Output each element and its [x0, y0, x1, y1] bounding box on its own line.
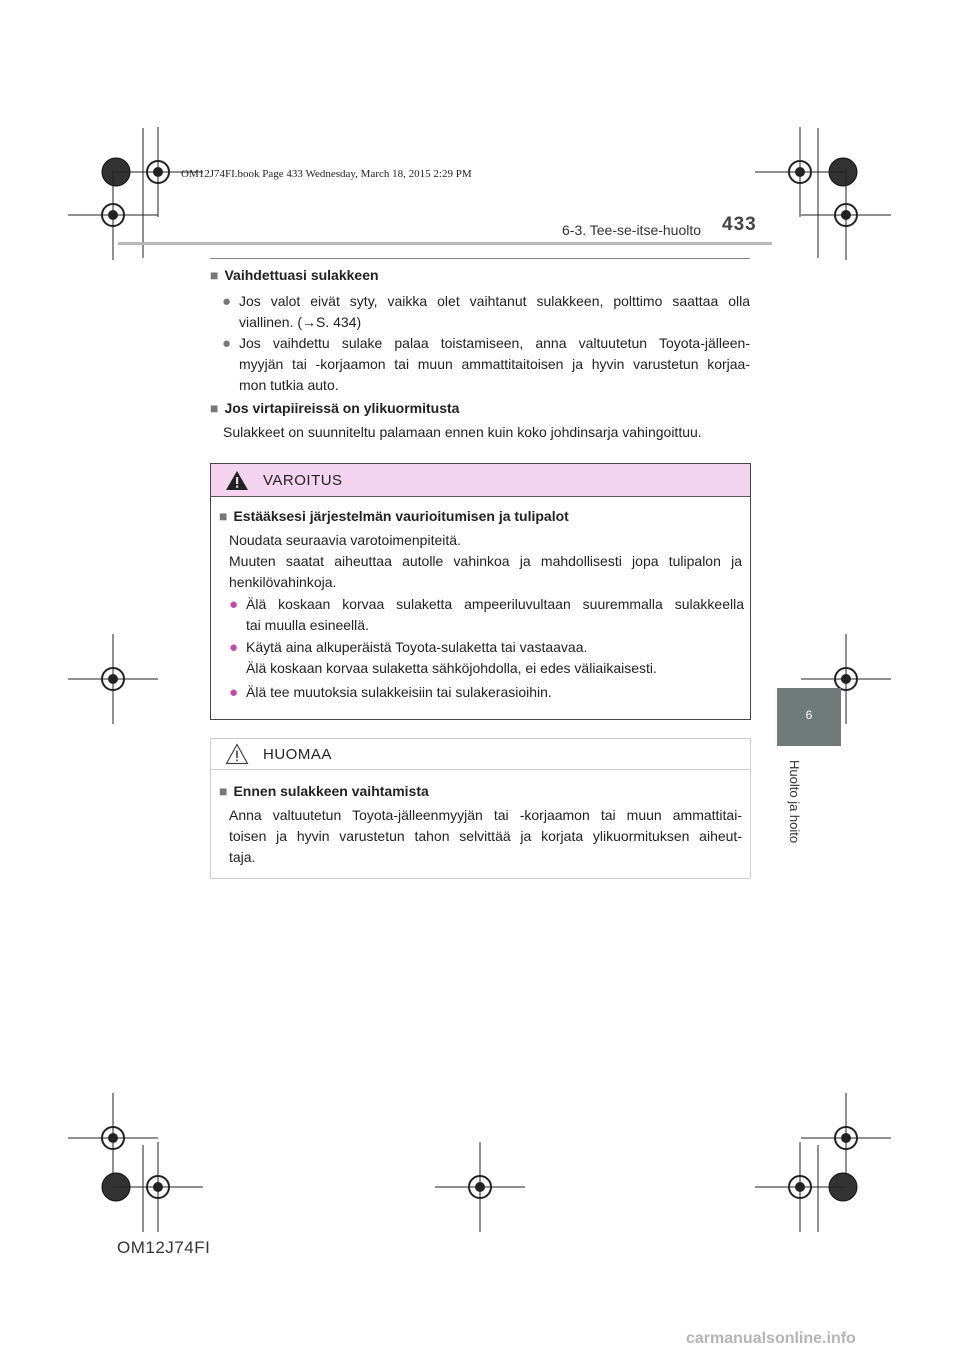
- section-heading-overload: [210, 400, 459, 416]
- bullet-text-line: Jos valot eivät syty, vaikka olet vaihtanut sulakkeen, polttimo saattaa olla: [239, 293, 750, 309]
- manual-code: OM12J74FI: [117, 1238, 211, 1257]
- section-title: Vaihdettuasi sulakkeen: [224, 267, 379, 283]
- warning-list-item: [229, 637, 744, 679]
- warning-title: [219, 508, 569, 524]
- warning-title-text: Estääksesi järjestelmän vaurioitumisen ja tulipalot: [233, 508, 569, 524]
- page-number: 433: [722, 214, 757, 235]
- warning-triangle-icon: [225, 470, 249, 491]
- notice-title-text: Ennen sulakkeen vaihtamista: [233, 783, 429, 799]
- chapter-label: Huolto ja hoito: [787, 760, 802, 844]
- notice-header: [211, 739, 750, 770]
- round-bullet-icon: ●: [229, 639, 239, 656]
- header-rule: [118, 242, 772, 245]
- overload-text: Sulakkeet on suunniteltu palamaan ennen kuin koko johdinsarja vahingoittuu.: [223, 424, 702, 440]
- chapter-tab: [777, 688, 841, 746]
- section-heading-fuse-replaced: [210, 267, 379, 283]
- warning-intro-line: henkilövahinkoja.: [229, 574, 337, 590]
- warning-label: VAROITUS: [263, 472, 343, 489]
- bullet-text-line: viallinen. (→S. 434): [239, 314, 362, 330]
- round-bullet-icon: ●: [229, 596, 239, 613]
- warning-bullet-line: tai muulla esineellä.: [246, 617, 369, 633]
- square-bullet-icon: ■: [219, 508, 228, 524]
- list-item: [222, 291, 750, 333]
- round-bullet-icon: ●: [222, 335, 232, 352]
- round-bullet-icon: ●: [229, 684, 239, 701]
- caution-triangle-outline-icon: [225, 743, 249, 765]
- bullet-text-line: Jos vaihdettu sulake palaa toistamiseen, anna valtuutetun Toyota-jälleen-: [239, 335, 750, 351]
- list-item: [222, 333, 750, 396]
- section-title: Jos virtapiireissä on ylikuormitusta: [224, 400, 460, 416]
- warning-intro-line: Noudata seuraavia varotoimenpiteitä.: [229, 532, 461, 548]
- notice-label: HUOMAA: [263, 746, 332, 763]
- warning-list-item: [229, 594, 744, 636]
- square-bullet-icon: ■: [210, 267, 219, 283]
- warning-header: [211, 464, 750, 497]
- book-info: OM12J74FI.book Page 433 Wednesday, March 18, 2015 2:29 PM: [181, 168, 472, 180]
- square-bullet-icon: ■: [219, 783, 228, 799]
- notice-line: Anna valtuutetun Toyota-jälleenmyyjän tai -korjaamon tai muun ammattitai-: [229, 807, 742, 823]
- warning-box: [210, 463, 751, 720]
- warning-bullet-line: Älä tee muutoksia sulakkeisiin tai sulakerasioihin.: [246, 684, 552, 700]
- notice-box: [210, 738, 751, 879]
- warning-bullet-line: Älä koskaan korvaa sulaketta ampeeriluvultaan suuremmalla sulakkeella: [246, 596, 744, 612]
- warning-intro-line: Muuten saatat aiheuttaa autolle vahinkoa ja mahdollisesti jopa tulipalon ja: [229, 553, 742, 569]
- bullet-text-line: myyjän tai -korjaamon tai muun ammattitaitoisen ja hyvin varustetun korjaa-: [239, 356, 750, 372]
- round-bullet-icon: ●: [222, 293, 232, 310]
- warning-bullet-line: Älä koskaan korvaa sulaketta sähköjohdolla, ei edes väliaikaisesti.: [246, 660, 657, 676]
- chapter-label-wrap: [780, 760, 804, 860]
- notice-title: [219, 783, 429, 799]
- content-rule: [210, 258, 750, 259]
- watermark: carmanualsonline.info: [686, 1330, 856, 1347]
- square-bullet-icon: ■: [210, 400, 219, 416]
- warning-intro: [229, 530, 742, 593]
- notice-line: taja.: [229, 849, 256, 865]
- notice-body: [229, 805, 742, 868]
- warning-bullet-line: Käytä aina alkuperäistä Toyota-sulaketta tai vastaavaa.: [246, 639, 588, 655]
- notice-line: toisen ja hyvin varustetun tahon selvittää ja korjata ylikuormituksen aiheut-: [229, 828, 742, 844]
- header-section-title: 6-3. Tee-se-itse-huolto: [562, 222, 702, 238]
- chapter-number: 6: [805, 708, 813, 722]
- warning-list-item: [229, 682, 744, 703]
- bullet-text-line: mon tutkia auto.: [239, 377, 339, 393]
